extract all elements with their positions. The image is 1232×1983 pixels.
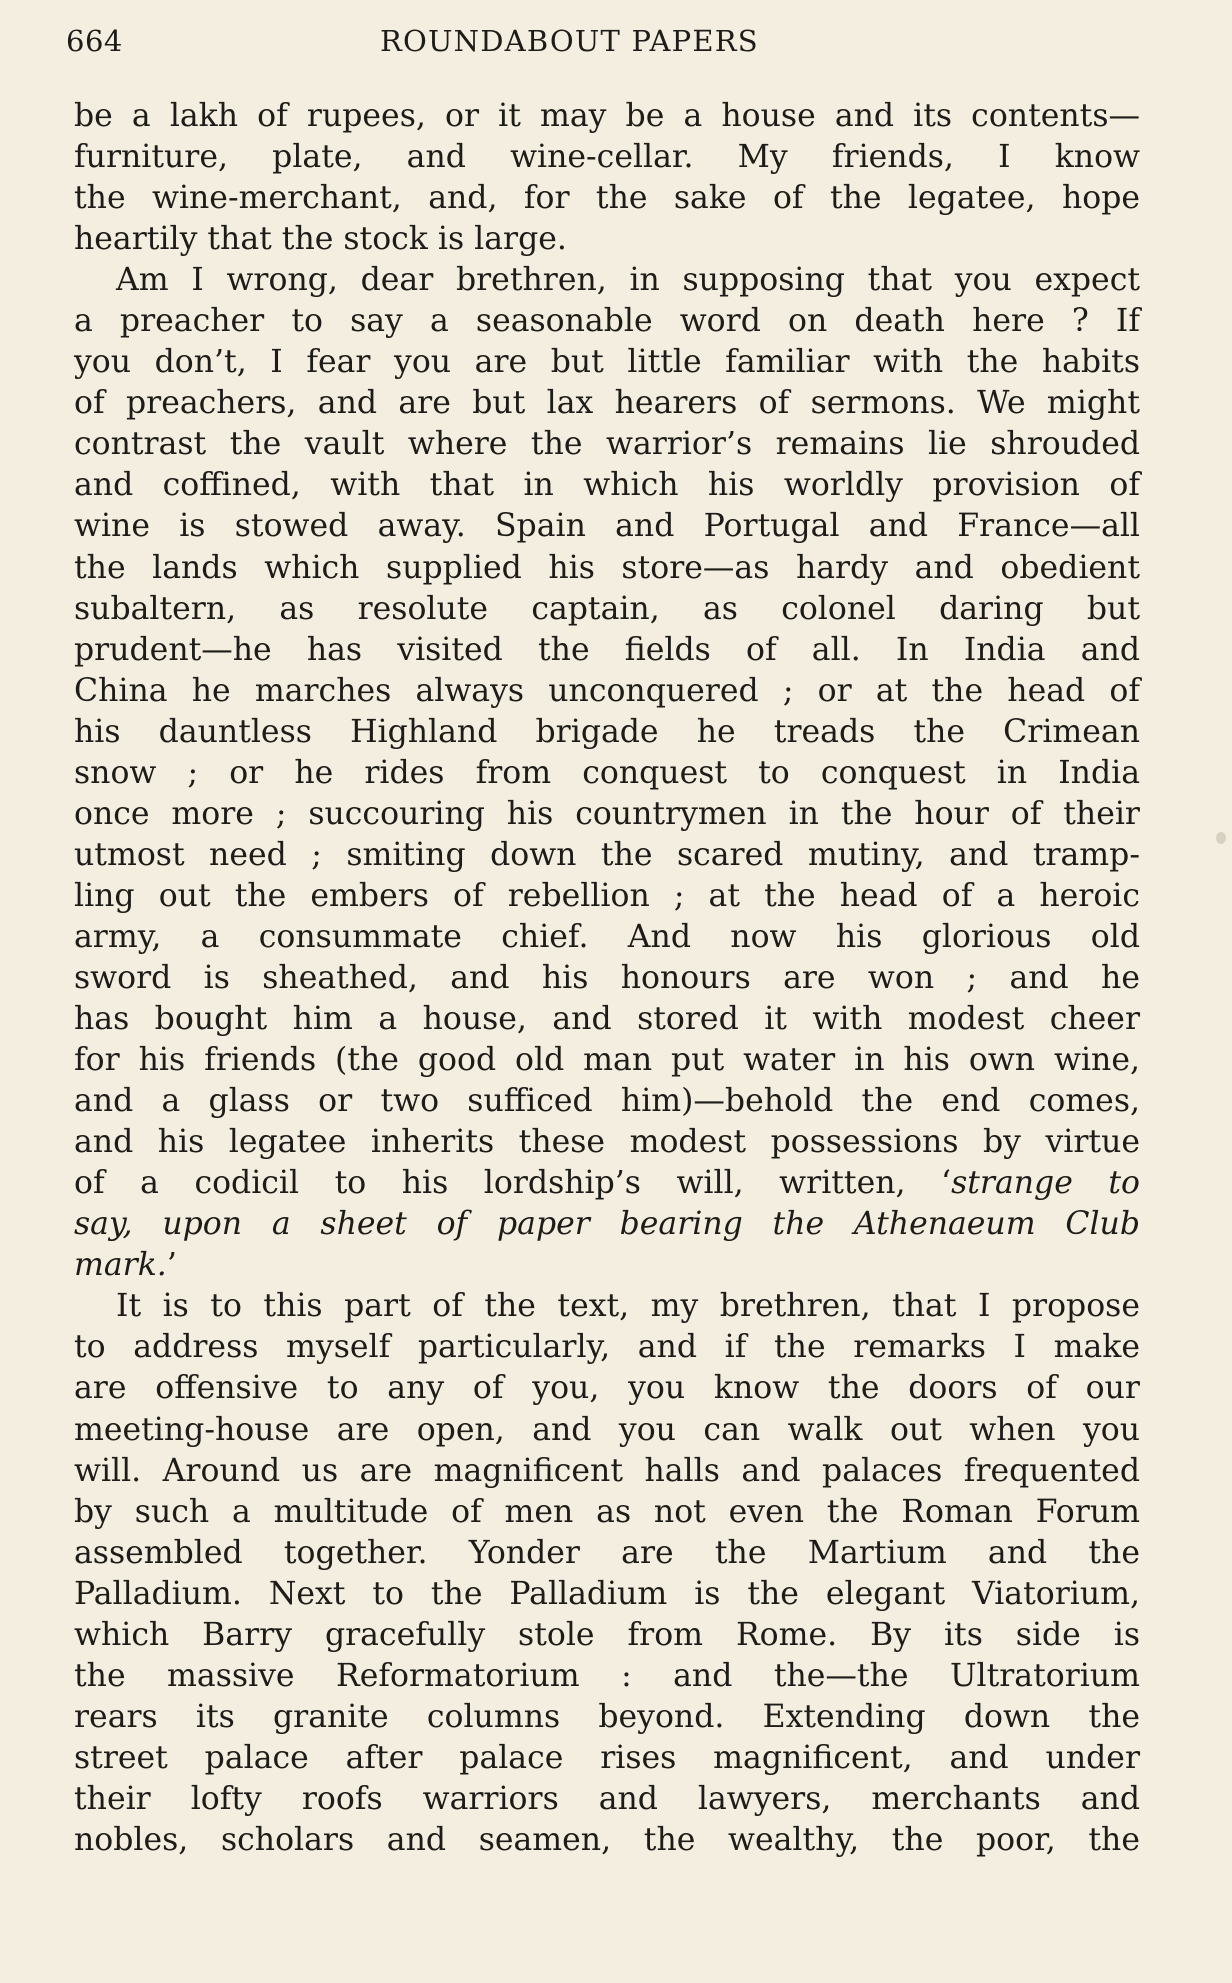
text-line: and coffined, with that in which his worldly provision of bbox=[74, 467, 1140, 504]
text-line: will. Around us are magnificent halls and palaces frequented bbox=[74, 1452, 1140, 1489]
text-line: nobles, scholars and seamen, the wealthy, the poor, the bbox=[74, 1821, 1140, 1858]
text-line: ling out the embers of rebellion ; at the head of a heroic bbox=[74, 877, 1140, 914]
text-line: furniture, plate, and wine-cellar. My friends, I know bbox=[74, 139, 1140, 176]
text-line: street palace after palace rises magnificent, and under bbox=[74, 1739, 1140, 1776]
text-line: mark.’ bbox=[74, 1247, 177, 1284]
text-line: sword is sheathed, and his honours are won ; and he bbox=[74, 959, 1140, 996]
text-line: you don’t, I fear you are but little familiar with the habits bbox=[74, 344, 1140, 381]
text-line: by such a multitude of men as not even the Roman Forum bbox=[74, 1493, 1140, 1530]
paper-stain bbox=[1216, 832, 1226, 844]
text-line: contrast the vault where the warrior’s remains lie shrouded bbox=[74, 426, 1140, 463]
text-line: snow ; or he rides from conquest to conquest in India bbox=[74, 754, 1140, 791]
text-line: of preachers, and are but lax hearers of sermons. We might bbox=[74, 385, 1140, 422]
italic-quotation: strange to bbox=[951, 1165, 1140, 1202]
text-line: be a lakh of rupees, or it may be a house and its contents— bbox=[74, 98, 1140, 134]
page-number: 664 bbox=[66, 24, 123, 58]
text-line: a preacher to say a seasonable word on death here ? If bbox=[74, 303, 1140, 340]
text-line: heartily that the stock is large. bbox=[74, 221, 567, 258]
paragraph-first-line: Am I wrong, dear brethren, in supposing that you expect bbox=[116, 262, 1140, 299]
italic-quotation: mark. bbox=[74, 1247, 167, 1284]
text-line: his dauntless Highland brigade he treads the Crimean bbox=[74, 713, 1140, 750]
text-line: and a glass or two sufficed him)—behold the end comes, bbox=[74, 1083, 1140, 1120]
text-line: which Barry gracefully stole from Rome. By its side is bbox=[74, 1616, 1140, 1653]
text-line: the wine-merchant, and, for the sake of the legatee, hope bbox=[74, 180, 1140, 217]
text-line: has bought him a house, and stored it with modest cheer bbox=[74, 1001, 1140, 1038]
italic-quotation: say, upon a sheet of paper bearing the Athenaeum Club bbox=[74, 1206, 1140, 1243]
text-line: utmost need ; smiting down the scared mutiny, and tramp- bbox=[74, 836, 1140, 873]
text-line: their lofty roofs warriors and lawyers, merchants and bbox=[74, 1780, 1140, 1817]
text-line: for his friends (the good old man put water in his own wine, bbox=[74, 1042, 1140, 1079]
text-line: army, a consummate chief. And now his glorious old bbox=[74, 918, 1140, 955]
text-line: meeting-house are open, and you can walk out when you bbox=[74, 1411, 1140, 1448]
text-line: to address myself particularly, and if the remarks I make bbox=[74, 1329, 1140, 1366]
text-line: of a codicil to his lordship’s will, written, ‘strange to bbox=[74, 1165, 1140, 1202]
text-line: Palladium. Next to the Palladium is the elegant Viatorium, bbox=[74, 1575, 1140, 1612]
paragraph-first-line: It is to this part of the text, my brethren, that I propose bbox=[116, 1288, 1140, 1325]
text-line: rears its granite columns beyond. Extending down the bbox=[74, 1698, 1140, 1735]
text-line: once more ; succouring his countrymen in the hour of their bbox=[74, 795, 1140, 832]
text-line: the lands which supplied his store—as hardy and obedient bbox=[74, 549, 1140, 586]
running-head bbox=[66, 24, 1133, 66]
text-line: subaltern, as resolute captain, as colonel daring but bbox=[74, 590, 1140, 627]
text-line: wine is stowed away. Spain and Portugal and France—all bbox=[74, 508, 1140, 545]
text-line: China he marches always unconquered ; or at the head of bbox=[74, 672, 1140, 709]
text-line: the massive Reformatorium : and the—the Ultratorium bbox=[74, 1657, 1140, 1694]
text-line: are offensive to any of you, you know the doors of our bbox=[74, 1370, 1140, 1407]
running-title: ROUNDABOUT PAPERS bbox=[380, 24, 759, 58]
text-line: prudent—he has visited the fields of all. In India and bbox=[74, 631, 1140, 668]
body-text bbox=[74, 96, 1140, 1861]
text-line bbox=[74, 1204, 1140, 1245]
text-line: assembled together. Yonder are the Martium and the bbox=[74, 1534, 1140, 1571]
text-line: and his legatee inherits these modest possessions by virtue bbox=[74, 1124, 1140, 1161]
